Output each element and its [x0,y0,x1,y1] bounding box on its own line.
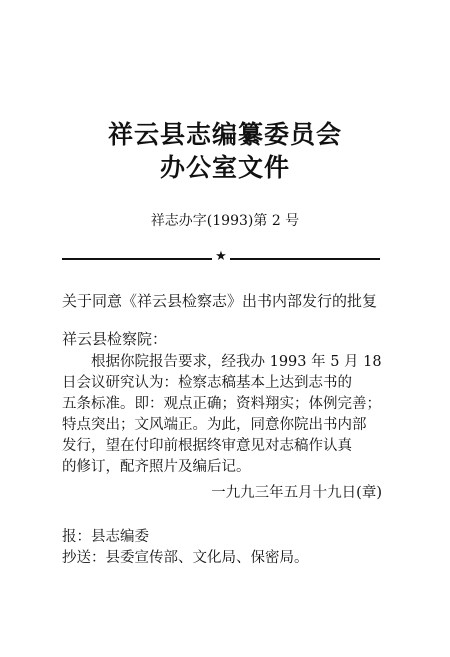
header-divider [62,249,380,264]
document-recipient: 祥云县检察院： [62,330,168,348]
document-body [62,352,392,478]
document-title-line2: 办公室文件 [159,153,290,182]
body-line: 的修订，配齐照片及编后记。 [62,459,251,475]
body-line: 五条标准。即：观点正确；资料翔实；体例完善； [62,396,381,412]
report-to: 报：县志编委 [62,529,149,545]
star-icon: ★ [215,249,227,264]
document-subject: 关于同意《祥云县检察志》出书内部发行的批复 [62,292,378,310]
body-line: 根据你院报告要求，经我办 1993 年 5 月 18 [91,354,382,370]
body-line: 日会议研究认为：检察志稿基本上达到志书的 [62,375,352,391]
body-line: 发行，望在付印前根据终审意见对志稿作认真 [62,438,352,454]
document-date: 一九九三年五月十九日(章) [211,485,382,501]
divider-line-right [230,258,380,260]
document-title-line1: 祥云县志编纂委员会 [107,120,342,149]
document-number: 祥志办字(1993)第 2 号 [150,213,300,229]
carbon-copy: 抄送：县委宣传部、文化局、保密局。 [62,550,309,566]
divider-line-left [62,258,212,260]
body-line: 特点突出；文风端正。为此，同意你院出书内部 [62,417,367,433]
